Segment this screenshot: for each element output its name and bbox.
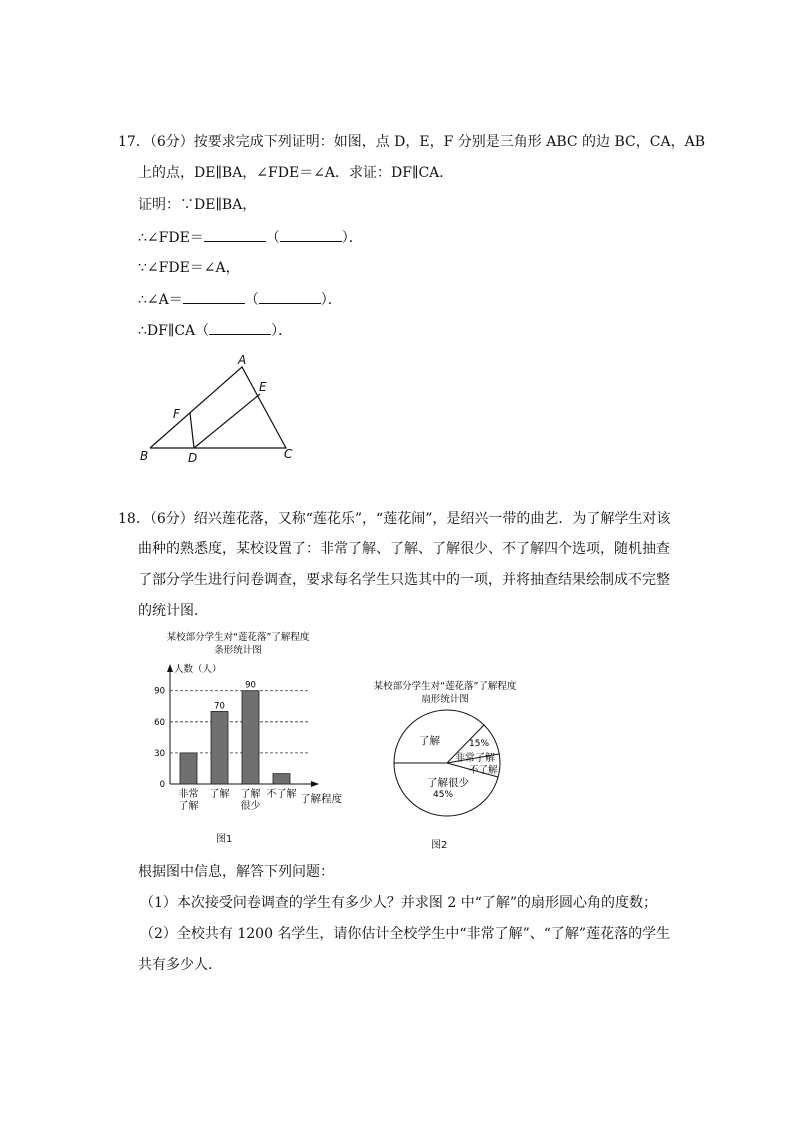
y-axis-label: 人数（人） xyxy=(174,664,222,675)
y-tick-label: 0 xyxy=(159,780,165,790)
reason-blank[interactable] xyxy=(259,289,321,304)
pie-chart xyxy=(355,676,540,826)
q17-line-7 xyxy=(138,320,292,341)
q18-line-2: 曲种的熟悉度，某校设置了：非常了解、了解、了解很少、不了解四个选项，随机抽查 xyxy=(138,541,670,557)
q18-instruction: 根据图中信息，解答下列问题： xyxy=(138,864,334,880)
bar xyxy=(273,774,290,784)
bar-value-label: 70 xyxy=(214,701,225,712)
pie-chart-subtitle: 扇形统计图 xyxy=(421,694,469,705)
proof-step-text: ∴∠A＝ xyxy=(138,292,183,308)
bar xyxy=(180,753,197,784)
point-label-e: E xyxy=(259,380,267,394)
answer-blank[interactable] xyxy=(204,227,266,242)
answer-blank[interactable] xyxy=(183,289,245,304)
q18-subquestion-2b: 共有多少人． xyxy=(138,957,222,973)
x-category-label: 不了解 xyxy=(266,789,297,800)
x-axis-label: 了解程度 xyxy=(300,793,342,805)
proof-step-text: ∴∠FDE＝ xyxy=(138,230,204,246)
pie-label-feichang: 非常了解 xyxy=(455,753,495,764)
paren-close: ）． xyxy=(341,230,363,246)
y-tick-label: 60 xyxy=(154,717,165,728)
paren-open: （ xyxy=(244,292,259,308)
segment-df xyxy=(190,413,194,448)
x-category-label: 很少 xyxy=(240,801,261,812)
bar-chart-title: 某校部分学生对“莲花落”了解程度 xyxy=(166,632,310,643)
bar-chart-subtitle: 条形统计图 xyxy=(214,645,262,656)
paren-close: ）． xyxy=(320,292,342,308)
reason-blank[interactable] xyxy=(280,227,342,242)
bar xyxy=(242,691,259,784)
q17-line-2: 上的点，DE∥BA，∠FDE＝∠A．求证：DF∥CA． xyxy=(138,165,454,181)
q18-subquestion-2a: （2）全校共有 1200 名学生，请你估计全校学生中“非常了解”、“了解”莲花落的学生 xyxy=(140,926,671,942)
pie-percent-henshao: 45% xyxy=(433,790,454,800)
triangle-figure xyxy=(138,352,308,467)
paren-open: （ xyxy=(265,230,280,246)
q17-line-1: 17．（6分）按要求完成下列证明：如图，点 D，E，F 分别是三角形 ABC 的边 BC，CA，AB xyxy=(118,134,705,150)
y-tick-label: 90 xyxy=(154,686,165,697)
point-label-b: B xyxy=(140,449,149,463)
x-category-label: 了解 xyxy=(240,789,261,800)
proof-step-text: ∴DF∥CA（ xyxy=(138,323,210,339)
point-label-d: D xyxy=(188,451,198,465)
x-axis-arrow-icon xyxy=(311,781,319,787)
reason-blank[interactable] xyxy=(209,320,271,335)
q17-line-5: ∵∠FDE＝∠A， xyxy=(138,260,240,276)
figure-2-caption: 图2 xyxy=(431,840,448,851)
segment-de xyxy=(194,394,260,448)
point-label-c: C xyxy=(284,447,293,461)
pie-chart-title: 某校部分学生对“莲花落”了解程度 xyxy=(373,681,517,692)
paren-close: ）． xyxy=(271,323,293,339)
q17-line-4 xyxy=(138,227,363,248)
x-category-label: 非常 xyxy=(178,789,199,800)
bar-value-label: 90 xyxy=(245,680,256,691)
point-label-f: F xyxy=(173,407,180,421)
y-tick-label: 30 xyxy=(154,748,165,759)
pie-percent-feichang: 15% xyxy=(469,739,490,749)
y-axis-arrow-icon xyxy=(167,664,173,672)
point-label-a: A xyxy=(238,353,247,367)
bar xyxy=(211,711,228,784)
q17-line-6 xyxy=(138,289,342,310)
q18-line-3: 了部分学生进行问卷调查，要求每名学生只选其中的一项，并将抽查结果绘制成不完整 xyxy=(138,572,670,588)
q18-line-1: 18．（6分）绍兴莲花落，又称“莲花乐”，“莲花闹”，是绍兴一带的曲艺．为了解学生对该 xyxy=(118,511,671,527)
q18-subquestion-1: （1）本次接受问卷调查的学生有多少人？并求图 2 中“了解”的扇形圆心角的度数； xyxy=(140,895,658,911)
pie-label-liaojie: 了解 xyxy=(419,735,440,747)
pie-label-buliaojie: 不了解 xyxy=(469,765,498,776)
pie-label-henshao: 了解很少 xyxy=(427,777,469,789)
figure-1-caption: 图1 xyxy=(216,834,233,845)
q18-line-4: 的统计图． xyxy=(138,603,208,619)
q17-line-3: 证明：∵DE∥BA， xyxy=(138,197,257,213)
x-category-label: 了解 xyxy=(209,789,230,800)
x-category-label: 了解 xyxy=(178,801,199,812)
bar-chart xyxy=(138,628,363,818)
